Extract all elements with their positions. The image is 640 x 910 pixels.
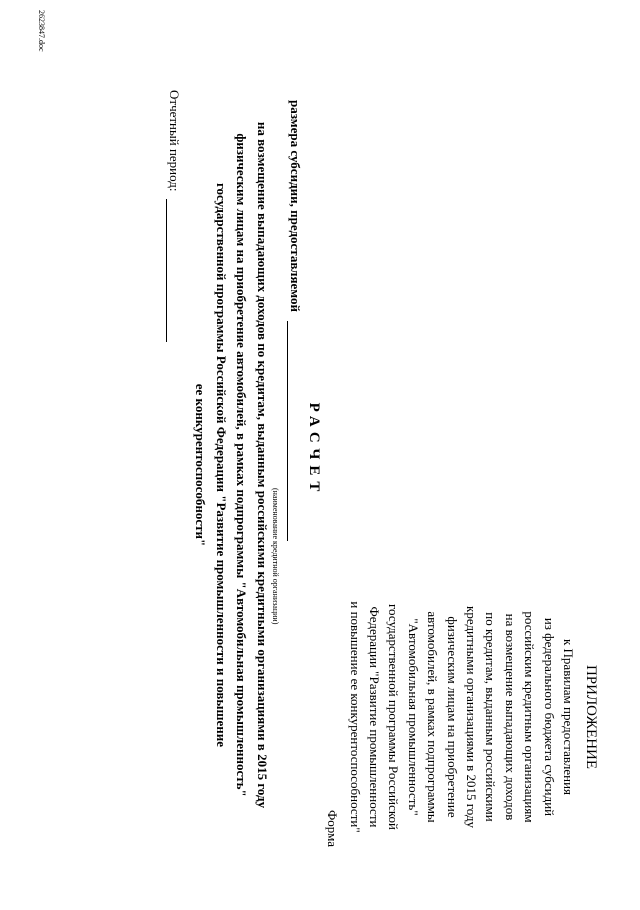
appendix-heading: ПРИЛОЖЕНИЕ [583,664,599,770]
appendix-line: Федерации "Развитие промышленности [366,606,382,828]
document-title: РАСЧЕТ [306,402,322,498]
appendix-line: "Автомобильная промышленность" [405,618,421,816]
purpose-line: на возмещение выпадающих доходов по кредитам, выданным российскими кредитными организациями в 2015 году [255,121,270,809]
reporting-period [166,90,182,342]
appendix-line: и повышение ее конкурентоспособности" [347,601,363,833]
appendix-line: из федерального бюджета субсидий [541,617,557,817]
organization-caption: (наименование кредитной организации) [271,488,280,625]
appendix-line: к Правилам предоставления [561,638,576,796]
form-label: Форма [325,810,340,847]
appendix-line: российским кредитным организациям [522,611,538,823]
purpose-line: ее конкурентоспособности" [193,383,209,547]
purpose-line: физическим лицам на приобретение автомобилей, в рамках подпрограммы "Автомобильная промышленность" [234,133,250,797]
period-blank[interactable] [166,199,179,342]
subsidy-text: размера субсидии, предоставляемой [288,100,303,312]
appendix-line: государственной программы Российской [386,604,402,830]
purpose-line: государственной программы Российской Федерации "Развитие промышленности и повышение [214,182,229,748]
appendix-line: автомобилей, в рамках подпрограммы [425,611,441,823]
appendix-line: кредитными организациями в 2015 году [463,606,479,828]
period-label: Отчетный период: [167,90,182,192]
appendix-line: по кредитам, выданным российскими [483,612,499,822]
document-id: 2623847.doc [37,10,46,52]
purpose-text [190,20,272,910]
appendix-line: физическим лицам на приобретение [444,616,460,818]
appendix-line: на возмещение выпадающих доходов [502,613,518,821]
subsidy-line [287,100,303,890]
appendix-block [345,582,600,852]
organization-blank[interactable] [287,321,300,541]
